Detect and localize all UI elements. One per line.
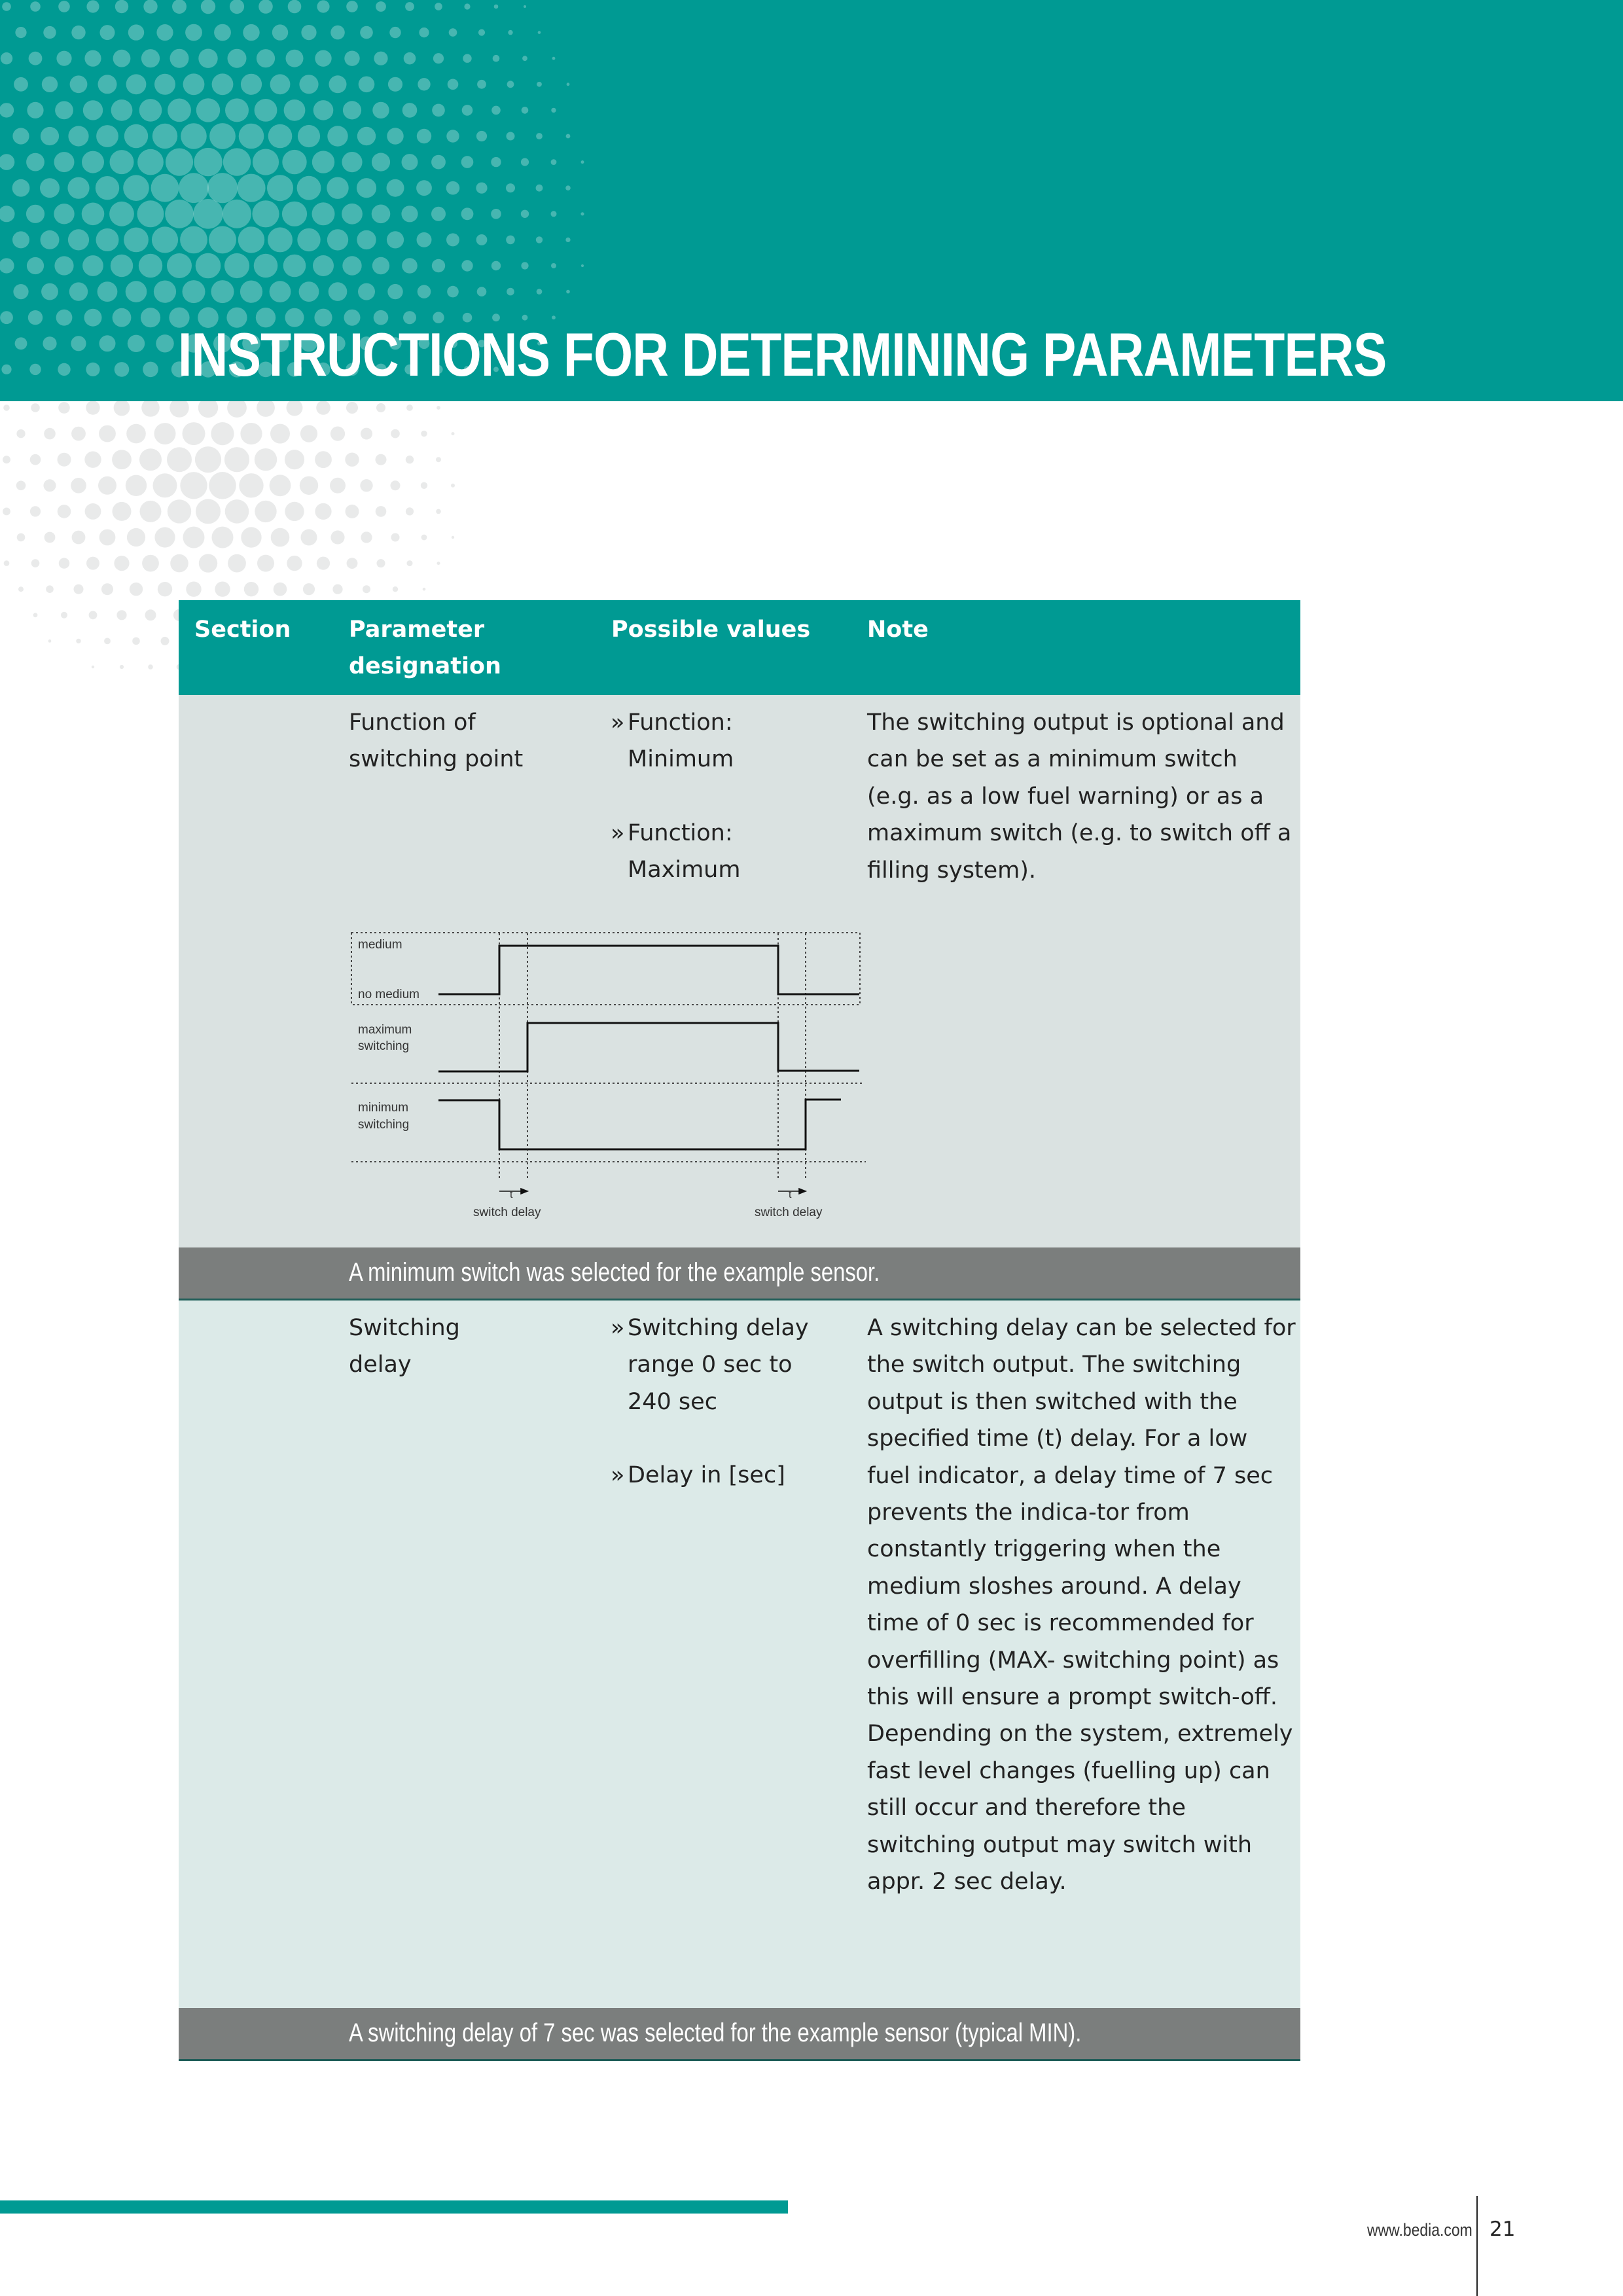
value-item: » Function: Minimum	[611, 704, 761, 778]
arrow-head-icon	[521, 1189, 527, 1194]
max-switching-signal	[438, 1023, 859, 1071]
result-band	[179, 1247, 1300, 1300]
label-maximum: maximum	[358, 1023, 412, 1037]
label-switch-delay: switch delay	[473, 1206, 541, 1219]
label-t: t	[510, 1189, 513, 1200]
value-item: » Function: Maximum	[611, 815, 761, 889]
label-switch-delay: switch delay	[755, 1206, 823, 1219]
result-text: A switching delay of 7 sec was selected for the example sensor (typical MIN).	[349, 2018, 1082, 2047]
value-item: » Delay in [sec]	[611, 1457, 813, 1494]
switching-timing-diagram	[349, 931, 872, 1238]
parameter-table	[179, 600, 1300, 2061]
label-switching: switching	[358, 1039, 410, 1053]
value-item: » Switching delay range 0 sec to 240 sec	[611, 1310, 813, 1420]
result-text: A minimum switch was selected for the example sensor.	[349, 1258, 880, 1287]
header-parameter: Parameter designation	[349, 617, 501, 679]
header-section: Section	[194, 617, 291, 643]
table-row	[179, 1300, 1300, 2008]
result-band	[179, 2008, 1300, 2061]
parameter-cell: Function of switching point	[349, 709, 524, 773]
arrow-head-icon	[799, 1189, 806, 1194]
min-switching-signal	[438, 1100, 841, 1149]
footer-divider	[1476, 2196, 1478, 2296]
medium-signal	[438, 946, 859, 994]
table-header	[179, 600, 1300, 695]
label-minimum: minimum	[358, 1101, 409, 1115]
values-cell	[611, 1310, 813, 1494]
header-note: Note	[867, 617, 929, 643]
values-cell	[611, 704, 761, 889]
note-cell: A switching delay can be selected for the switch output. The switching output is then switched with the specified time (t) delay. For a low fuel indicator, a delay time of 7 sec prevents the indica-tor from constantly triggering when the medium sloshes around. A delay time of 0 sec is recommended for overfilling (MAX- switching point) as this will ensure a prompt switch-off. Depending on the system, extremely fast level changes (fuelling up) can still occur and therefore the switching output may switch with appr. 2 sec delay.	[867, 1315, 1296, 1895]
table-row	[179, 695, 1300, 1247]
label-t: t	[789, 1189, 792, 1200]
parameter-cell: Switching delay	[349, 1315, 460, 1378]
note-cell: The switching output is optional and can be set as a minimum switch (e.g. as a low fuel warning) or as a maximum switch (e.g. to switch off a filling system).	[867, 709, 1292, 884]
label-medium: medium	[358, 938, 402, 952]
footer-accent-bar	[0, 2200, 788, 2214]
footer-url[interactable]: www.bedia.com	[1367, 2220, 1472, 2240]
header-banner	[0, 0, 1623, 401]
page-title: INSTRUCTIONS FOR DETERMINING PARAMETERS	[178, 320, 1387, 389]
label-no-medium: no medium	[358, 988, 419, 1001]
page-number: 21	[1489, 2217, 1516, 2241]
label-switching: switching	[358, 1118, 410, 1132]
header-values: Possible values	[611, 617, 811, 643]
